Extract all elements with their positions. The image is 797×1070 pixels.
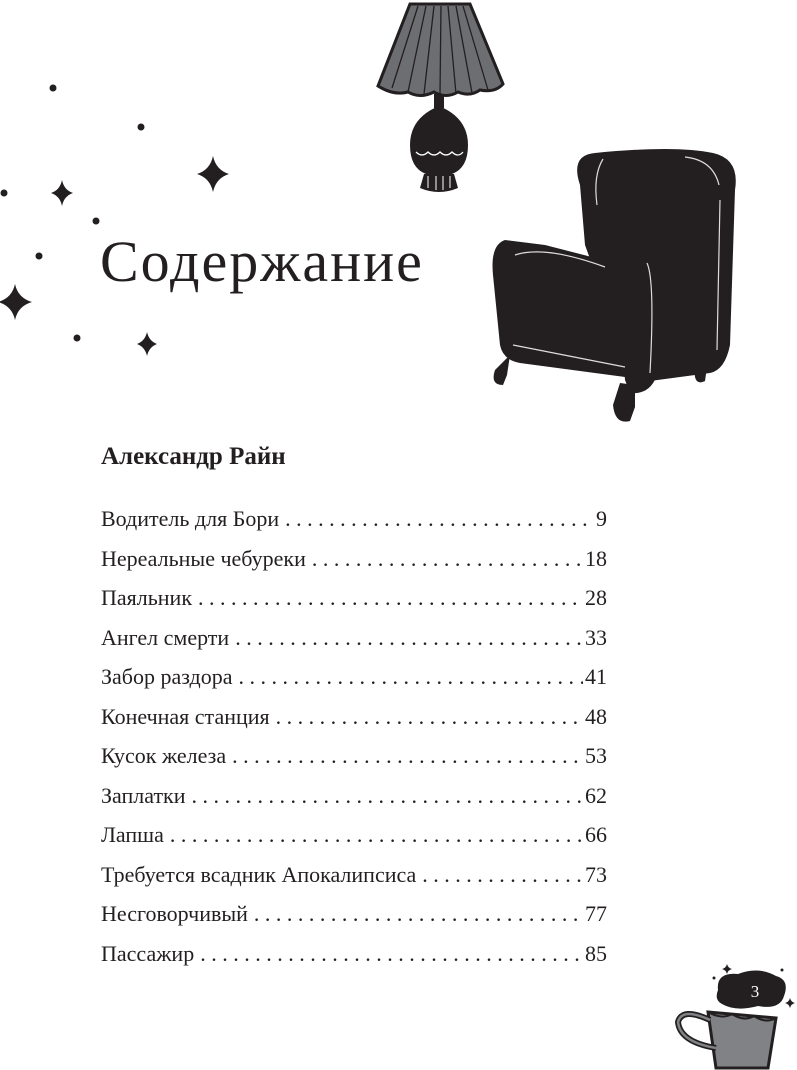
toc-entry[interactable] (101, 583, 607, 623)
toc-entry[interactable] (101, 662, 607, 702)
toc-entry-page: 9 (596, 506, 607, 531)
toc-entry[interactable] (101, 741, 607, 781)
toc-entry-title: Кусок железа (101, 743, 227, 768)
toc-leader-dots (232, 741, 583, 771)
armchair-icon (485, 145, 745, 430)
table-of-contents (101, 504, 607, 978)
toc-entry-title: Несговорчивый (101, 901, 248, 926)
toc-leader-dots (254, 899, 583, 929)
toc-entry[interactable] (101, 702, 607, 742)
toc-entry[interactable] (101, 860, 607, 900)
toc-entry-title: Водитель для Бори (101, 506, 280, 531)
toc-entry-title: Лапша (101, 822, 164, 847)
author-heading: Александр Райн (101, 443, 286, 470)
cup-icon (672, 962, 797, 1070)
toc-entry-page: 48 (585, 703, 607, 729)
toc-leader-dots (312, 544, 583, 574)
toc-entry-title: Нереальные чебуреки (101, 545, 306, 571)
toc-entry[interactable] (101, 544, 607, 584)
page-title: Содержание (100, 229, 424, 294)
toc-entry-page: 62 (585, 782, 607, 808)
toc-leader-dots (422, 860, 583, 890)
toc-entry[interactable] (101, 939, 607, 979)
toc-leader-dots (170, 820, 583, 850)
toc-entry[interactable] (101, 781, 607, 821)
toc-entry-page: 73 (585, 861, 607, 887)
toc-entry-title: Заплатки (101, 782, 186, 808)
toc-entry-page: 77 (585, 901, 607, 926)
toc-entry-page: 66 (585, 822, 607, 847)
toc-leader-dots (200, 939, 583, 969)
toc-entry-page: 33 (585, 624, 607, 650)
toc-entry[interactable] (101, 504, 607, 544)
toc-entry-page: 28 (585, 585, 607, 610)
toc-leader-dots (235, 623, 583, 653)
toc-leader-dots (192, 781, 583, 811)
toc-entry-page: 18 (585, 545, 607, 571)
toc-entry-title: Ангел смерти (101, 624, 230, 650)
toc-entry-title: Требуется всадник Апокалипсиса (101, 861, 417, 887)
toc-entry-title: Пассажир (101, 940, 195, 966)
toc-leader-dots (239, 662, 584, 692)
toc-entry-title: Паяльник (101, 585, 193, 610)
page-number: 3 (750, 982, 760, 1001)
toc-entry-page: 41 (585, 664, 607, 689)
toc-entry-page: 53 (585, 743, 607, 768)
toc-leader-dots (276, 702, 583, 732)
toc-entry[interactable] (101, 820, 607, 860)
toc-entry[interactable] (101, 623, 607, 663)
sparkle-stars-icon (0, 70, 240, 370)
toc-entry-title: Забор раздора (101, 664, 233, 689)
toc-entry[interactable] (101, 899, 607, 939)
toc-entry-title: Конечная станция (101, 703, 270, 729)
toc-leader-dots (285, 504, 594, 534)
toc-entry-page: 85 (585, 940, 607, 966)
toc-leader-dots (198, 583, 583, 613)
